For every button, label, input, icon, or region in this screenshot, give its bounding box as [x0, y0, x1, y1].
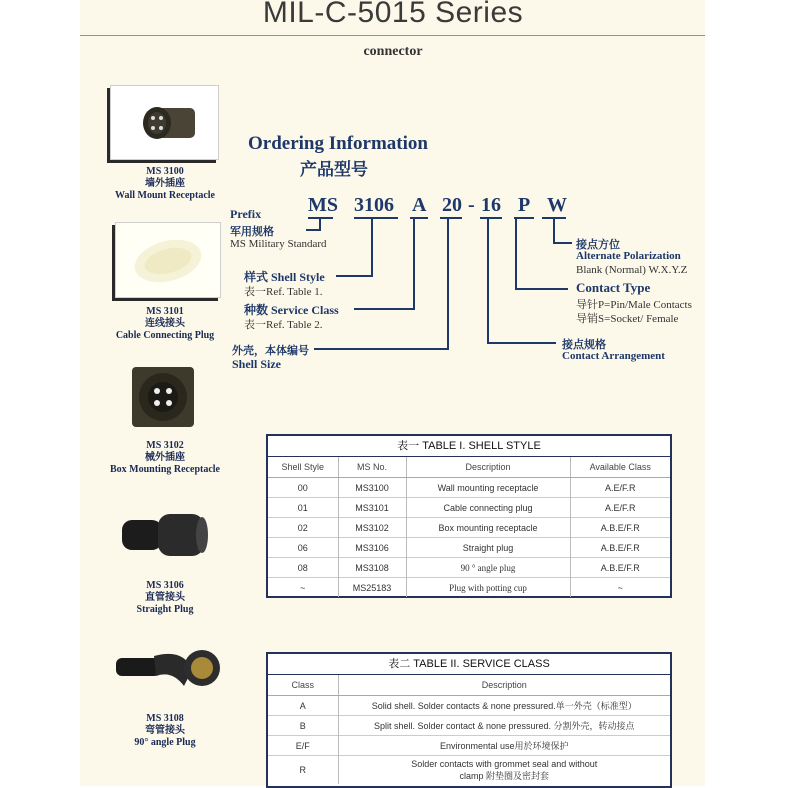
table-cell: Cable connecting plug	[406, 498, 570, 518]
box-receptacle-image	[122, 355, 206, 437]
shell-size-label-cn: 外壳，本体编号	[232, 345, 309, 357]
shell-style-label: 样式 Shell Style	[244, 270, 325, 284]
table-row	[268, 558, 670, 578]
table-cell: A.B.E/F.R	[570, 518, 670, 538]
table-row	[268, 696, 670, 716]
arrangement-label-cn: 接点规格	[562, 339, 606, 351]
table-cell: Split shell. Solder contact & none pressured. 分割外壳，转动接点	[338, 716, 670, 736]
table-cell: Wall mounting receptacle	[406, 478, 570, 498]
code-ms: MS	[308, 194, 338, 216]
table-cell: E/F	[268, 736, 338, 756]
code-class: A	[412, 194, 427, 216]
ms3106-caption	[95, 580, 235, 616]
straight-plug-image	[118, 500, 213, 572]
page-title: MIL-C-5015 Series	[262, 0, 524, 29]
table2-grid	[268, 675, 670, 784]
table-row	[268, 518, 670, 538]
wall-receptacle-image	[111, 86, 218, 159]
contact-type-label: Contact Type	[576, 280, 651, 295]
shell-style-ref: 表一Ref. Table 1.	[244, 286, 323, 298]
ms3101-caption	[95, 306, 235, 342]
table1-header: MS No.	[338, 457, 406, 478]
service-class-ref: 表一Ref. Table 2.	[244, 319, 323, 331]
table-cell: 00	[268, 478, 338, 498]
shell-size-label: Shell Size	[232, 357, 282, 371]
title-divider	[80, 35, 705, 36]
ms3106-photo	[118, 500, 213, 572]
ms3102-photo	[122, 355, 206, 437]
service-class-table	[266, 652, 672, 788]
ms3102-name-en: Box Mounting Receptacle	[110, 464, 220, 475]
table-row	[268, 478, 670, 498]
table-cell: MS3106	[338, 538, 406, 558]
ms3106-number: MS 3106	[146, 580, 184, 591]
table-cell: A.B.E/F.R	[570, 538, 670, 558]
table-cell: MS3100	[338, 478, 406, 498]
table-cell: Straight plug	[406, 538, 570, 558]
table2-header-row	[268, 675, 670, 696]
code-contact: 16	[481, 194, 501, 216]
prefix-label: Prefix	[230, 207, 262, 221]
table-row	[268, 756, 670, 785]
ms3100-name-cn: 墙外插座	[145, 178, 185, 189]
ms3101-name-cn: 连线接头	[145, 318, 185, 329]
ordering-title-cn: 产品型号	[300, 160, 368, 179]
ms3108-number: MS 3108	[146, 713, 184, 724]
table-cell: 02	[268, 518, 338, 538]
table-cell: MS3101	[338, 498, 406, 518]
table-cell: R	[268, 756, 338, 785]
ms3101-number: MS 3101	[146, 306, 184, 317]
table-cell: 90 ° angle plug	[406, 558, 570, 578]
angle-plug-image	[114, 630, 222, 700]
polarization-label-cn: 接点方位	[576, 239, 620, 251]
ms3108-caption	[95, 713, 235, 749]
table-cell: A.E/F.R	[570, 478, 670, 498]
table-cell: ~	[570, 578, 670, 598]
code-w: W	[547, 194, 567, 216]
service-class-label: 种数 Service Class	[244, 303, 339, 317]
table-cell: 08	[268, 558, 338, 578]
cable-plug-image	[116, 223, 220, 297]
table-cell: A.B.E/F.R	[570, 558, 670, 578]
page-subtitle: connector	[363, 44, 423, 59]
shell-style-table	[266, 434, 672, 598]
table-cell: 06	[268, 538, 338, 558]
table-cell: Solid shell. Solder contacts & none pressured.单一外壳（标准型）	[338, 696, 670, 716]
ms3108-name-en: 90° angle Plug	[134, 737, 196, 748]
contact-type-pin: 导针P=Pin/Male Contacts	[576, 299, 692, 311]
ms3102-name-cn: 械外插座	[145, 452, 185, 463]
ms3100-name-en: Wall Mount Receptacle	[115, 190, 215, 201]
ms3101-name-en: Cable Connecting Plug	[115, 330, 215, 341]
table1-header-row	[268, 457, 670, 478]
table1-title: 表一 TABLE I. SHELL STYLE	[268, 436, 670, 457]
ms3106-name-cn: 直管接头	[145, 592, 185, 603]
table-cell: 01	[268, 498, 338, 518]
ms3106-name-en: Straight Plug	[136, 604, 194, 615]
table-cell: Box mounting receptacle	[406, 518, 570, 538]
table-cell: Solder contacts with grommet seal and without clamp 附垫圈及密封套	[338, 756, 670, 785]
prefix-description: MS Military Standard	[230, 238, 327, 250]
ordering-title: Ordering Information	[248, 133, 428, 154]
table-row	[268, 498, 670, 518]
table-cell: B	[268, 716, 338, 736]
table-cell: MS3108	[338, 558, 406, 578]
table-cell: A.E/F.R	[570, 498, 670, 518]
ms3108-photo	[114, 630, 222, 700]
polarization-description: Blank (Normal) W.X.Y.Z	[576, 264, 688, 276]
table1-header: Shell Style	[268, 457, 338, 478]
table2-header: Description	[338, 675, 670, 696]
table-cell: MS3102	[338, 518, 406, 538]
table-cell: A	[268, 696, 338, 716]
polarization-label: Alternate Polarization	[576, 250, 681, 262]
table2-title: 表二 TABLE II. SERVICE CLASS	[268, 654, 670, 675]
table-row	[268, 716, 670, 736]
table1-header: Description	[406, 457, 570, 478]
table-cell: Plug with potting cup	[406, 578, 570, 598]
ms3102-number: MS 3102	[146, 440, 184, 451]
table2-header: Class	[268, 675, 338, 696]
code-number: 3106	[354, 194, 394, 216]
table-row	[268, 538, 670, 558]
code-p: P	[518, 194, 531, 216]
table-row	[268, 578, 670, 598]
ms3101-photo	[115, 222, 221, 298]
ms3100-number: MS 3100	[146, 166, 184, 177]
table-cell: Environmental use用於环境保护	[338, 736, 670, 756]
contact-type-socket: 导销S=Socket/ Female	[576, 313, 679, 325]
code-dash: -	[468, 194, 475, 216]
table-cell: ~	[268, 578, 338, 598]
ms3100-caption	[95, 166, 235, 202]
ms3102-caption	[95, 440, 235, 476]
code-size: 20	[442, 194, 462, 216]
table1-grid	[268, 457, 670, 597]
ms3100-photo	[110, 85, 219, 160]
table-cell: MS25183	[338, 578, 406, 598]
prefix-label-cn: 军用规格	[230, 226, 274, 238]
table1-header: Available Class	[570, 457, 670, 478]
ms3108-name-cn: 弯管接头	[145, 725, 185, 736]
table-row	[268, 736, 670, 756]
arrangement-label: Contact Arrangement	[562, 350, 665, 362]
